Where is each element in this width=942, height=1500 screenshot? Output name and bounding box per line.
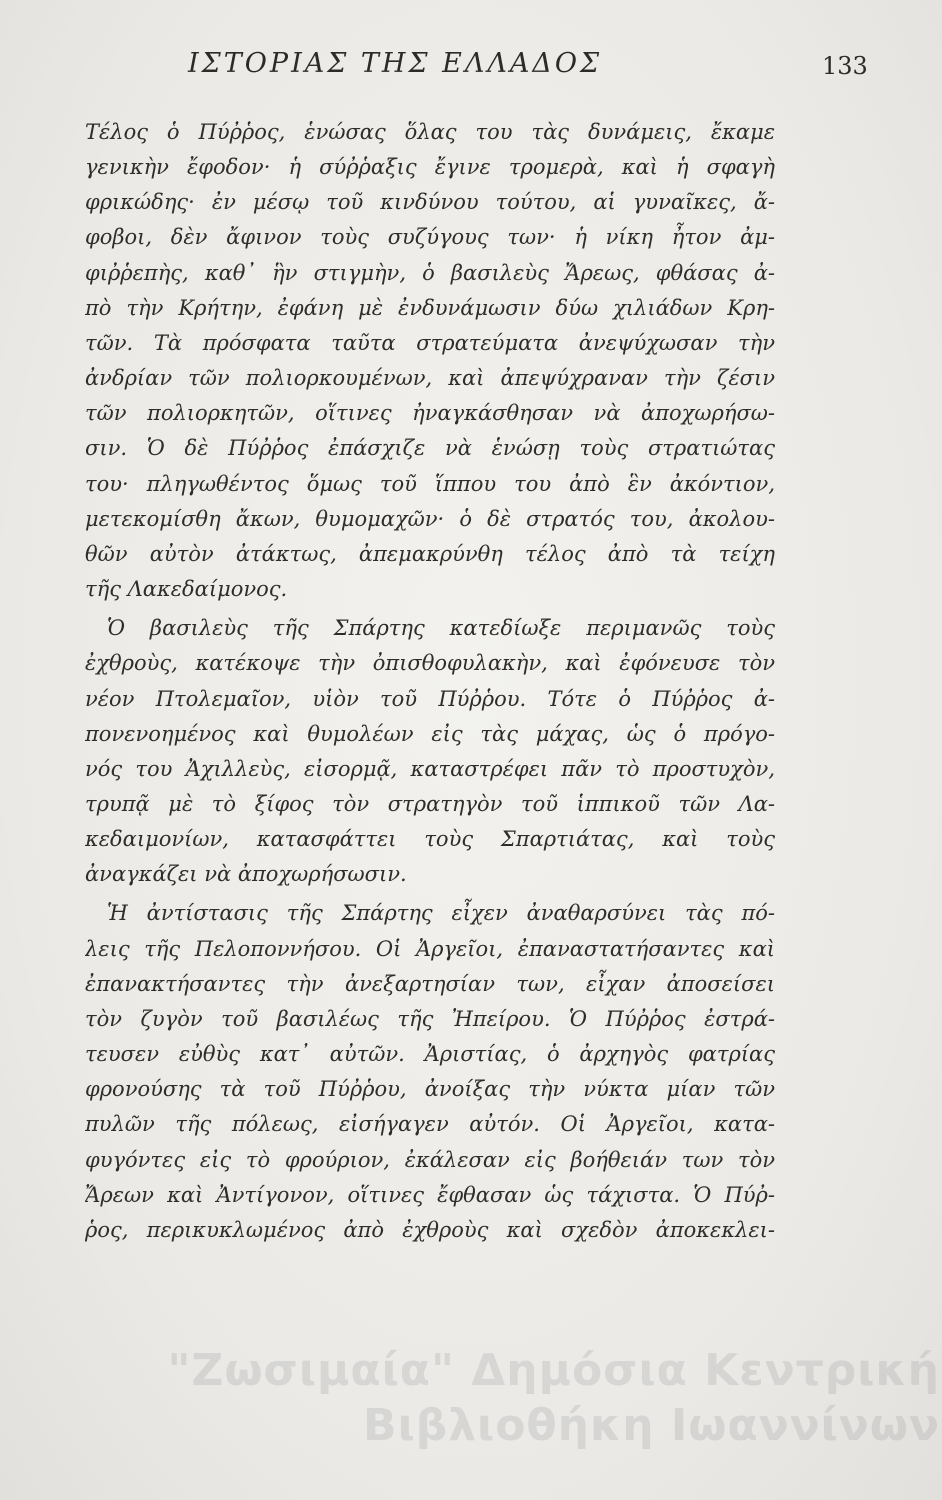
text-line: πὸ τὴν Κρήτην, ἐφάνη μὲ ἐνδυνάμωσιν δύω χιλιάδων Κρη- xyxy=(85,295,775,320)
text-line: ἀναγκάζει νὰ ἀποχωρήσωσιν. xyxy=(85,862,407,887)
text-line: του· πληγωθέντος ὅμως τοῦ ἵππου του ἀπὸ ἓν ἀκόντιον, xyxy=(85,471,775,496)
text-line: τευσεν εὐθὺς κατ᾿ αὐτῶν. Ἀριστίας, ὁ ἀρχηγὸς φατρίας xyxy=(85,1042,775,1067)
text-line: τῆς Λακεδαίμονος. xyxy=(85,577,288,602)
library-watermark: "Ζωσιμαία" Δημόσια Κεντρική xyxy=(167,1345,940,1396)
page-number: 133 xyxy=(822,52,868,80)
text-line: θῶν αὐτὸν ἀτάκτως, ἀπεμακρύνθη τέλος ἀπὸ τὰ τείχη xyxy=(85,541,775,566)
running-head: ΙΣΤΟΡΙΑΣ ΤΗΣ ΕΛΛΑΔΟΣ xyxy=(188,48,603,79)
text-line: νός του Ἀχιλλεὺς, εἰσορμᾷ, καταστρέφει πᾶν τὸ προστυχὸν, xyxy=(85,756,775,781)
library-watermark: Βιβλιοθήκη Ιωαννίνων xyxy=(363,1400,940,1451)
text-line: ῥος, περικυκλωμένος ἀπὸ ἐχθροὺς καὶ σχεδὸν ἀποκεκλει- xyxy=(85,1217,775,1242)
text-line: ἀνδρίαν τῶν πολιορκουμένων, καὶ ἀπεψύχραναν τὴν ζέσιν xyxy=(85,366,775,391)
text-line: φοβοι, δὲν ἄφινον τοὺς συζύγους των· ἡ νίκη ἦτον ἀμ- xyxy=(85,225,775,250)
text-line: κεδαιμονίων, κατασφάττει τοὺς Σπαρτιάτας, καὶ τοὺς xyxy=(85,827,775,852)
text-line: Ἄρεων καὶ Ἀντίγονον, οἵτινες ἔφθασαν ὡς τάχιστα. Ὁ Πύῤ- xyxy=(85,1182,775,1207)
text-line: σιν. Ὁ δὲ Πύῤῥος ἐπάσχιζε νὰ ἑνώσῃ τοὺς στρατιώτας xyxy=(85,436,775,461)
text-line: Τέλος ὁ Πύῤῥος, ἑνώσας ὅλας του τὰς δυνάμεις, ἔκαμε xyxy=(85,120,775,144)
body-text xyxy=(85,115,775,1248)
text-line: φιῤῥεπὴς, καθ᾿ ἣν στιγμὴν, ὁ βασιλεὺς Ἄρεως, φθάσας ἀ- xyxy=(85,260,775,285)
text-line: λεις τῆς Πελοποννήσου. Οἱ Ἀργεῖοι, ἐπαναστατήσαντες καὶ xyxy=(85,936,775,961)
text-line: πονενοημένος καὶ θυμολέων εἰς τὰς μάχας, ὡς ὁ πρόγο- xyxy=(85,721,775,746)
text-line: Ἡ ἀντίστασις τῆς Σπάρτης εἶχεν ἀναθαρσύνει τὰς πό- xyxy=(107,901,775,926)
text-line: φυγόντες εἰς τὸ φρούριον, ἐκάλεσαν εἰς βοήθειάν των τὸν xyxy=(85,1147,775,1172)
text-line: τῶν. Τὰ πρόσφατα ταῦτα στρατεύματα ἀνεψύχωσαν τὴν xyxy=(85,330,775,355)
text-line: μετεκομίσθη ἄκων, θυμομαχῶν· ὁ δὲ στρατός του, ἀκολου- xyxy=(85,506,775,531)
text-line: ἐχθροὺς, κατέκοψε τὴν ὀπισθοφυλακὴν, καὶ ἐφόνευσε τὸν xyxy=(85,651,775,676)
text-line: Ὁ βασιλεὺς τῆς Σπάρτης κατεδίωξε περιμανῶς τοὺς xyxy=(107,616,775,641)
text-line: νέον Πτολεμαῖον, υἱὸν τοῦ Πύῤῥου. Τότε ὁ Πύῤῥος ἀ- xyxy=(85,686,775,711)
text-line: τὸν ζυγὸν τοῦ βασιλέως τῆς Ἠπείρου. Ὁ Πύῤῥος ἐστρά- xyxy=(85,1006,775,1031)
text-line: πυλῶν τῆς πόλεως, εἰσήγαγεν αὐτόν. Οἱ Ἀργεῖοι, κατα- xyxy=(85,1112,775,1137)
text-line: φρονούσης τὰ τοῦ Πύῤῥου, ἀνοίξας τὴν νύκτα μίαν τῶν xyxy=(85,1077,775,1102)
text-line: φρικώδης· ἐν μέσῳ τοῦ κινδύνου τούτου, αἱ γυναῖκες, ἄ- xyxy=(85,190,775,215)
text-line: γενικὴν ἔφοδον· ἡ σύῤῥαξις ἔγινε τρομερὰ, καὶ ἡ σφαγὴ xyxy=(85,155,775,180)
text-line: τρυπᾷ μὲ τὸ ξίφος τὸν στρατηγὸν τοῦ ἱππικοῦ τῶν Λα- xyxy=(85,791,775,816)
text-line: ἐπανακτήσαντες τὴν ἀνεξαρτησίαν των, εἶχαν ἀποσείσει xyxy=(85,971,775,996)
text-line: τῶν πολιορκητῶν, οἵτινες ἠναγκάσθησαν νὰ ἀποχωρήσω- xyxy=(85,401,775,426)
